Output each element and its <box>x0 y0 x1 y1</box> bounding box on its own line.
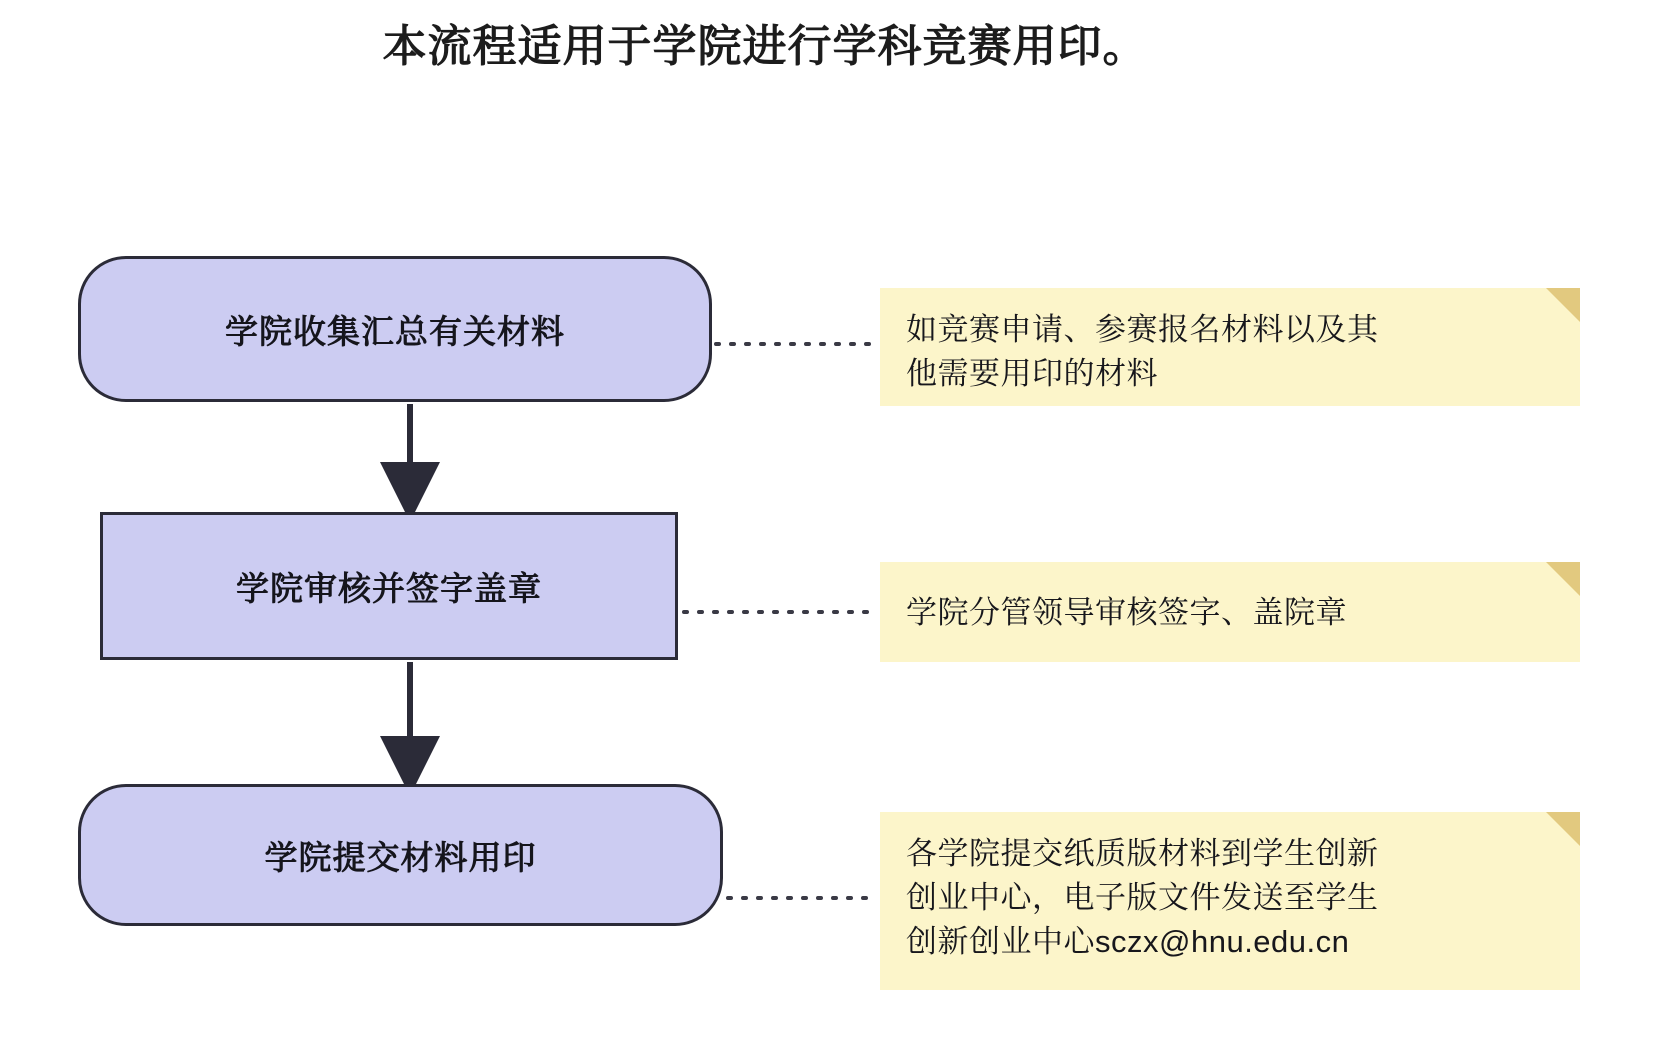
flow-node-label: 学院提交材料用印 <box>264 838 537 876</box>
note-card-step1 <box>880 288 1580 406</box>
note-fold-icon <box>1546 812 1580 846</box>
note-line: 创业中心，电子版文件发送至学生 <box>906 880 1379 916</box>
flow-node-step2[interactable] <box>100 512 678 660</box>
flow-node-label: 学院审核并签字盖章 <box>236 569 542 607</box>
note-line: 他需要用印的材料 <box>906 356 1158 392</box>
note-line: 创新创业中心sczx@hnu.edu.cn <box>906 924 1350 960</box>
note-line: 学院分管领导审核签字、盖院章 <box>906 594 1347 630</box>
note-card-step3 <box>880 812 1580 990</box>
note-card-step2 <box>880 562 1580 662</box>
flow-node-label: 学院收集汇总有关材料 <box>225 312 565 350</box>
note-line: 如竞赛申请、参赛报名材料以及其 <box>906 312 1379 347</box>
note-fold-icon <box>1546 288 1580 322</box>
note-fold-icon <box>1546 562 1580 596</box>
note-line: 各学院提交纸质版材料到学生创新 <box>906 836 1379 871</box>
flow-node-step1[interactable] <box>78 256 712 402</box>
flow-node-step3[interactable] <box>78 784 723 926</box>
page-title: 本流程适用于学院进行学科竞赛用印。 <box>382 22 1148 71</box>
